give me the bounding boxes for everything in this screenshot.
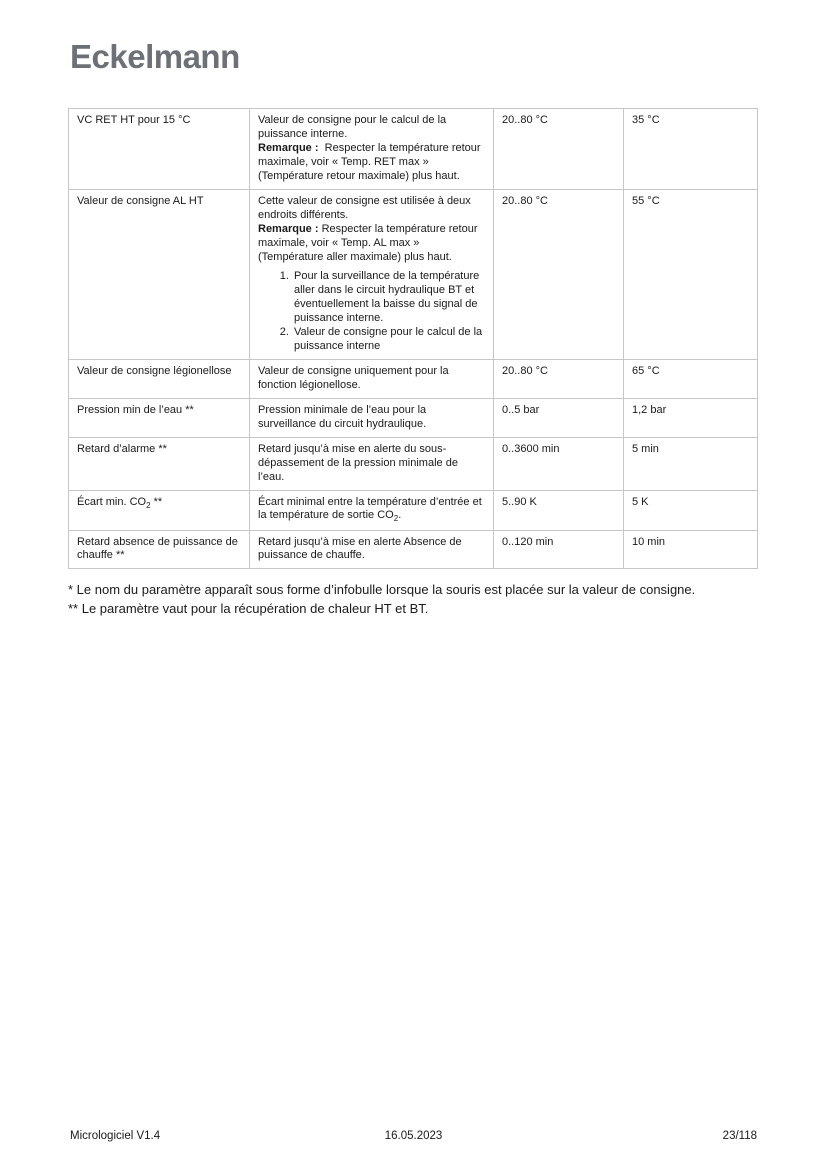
cell-description: Valeur de consigne uniquement pour la fonction légionellose. [250, 359, 494, 398]
eckelmann-logo: Eckelmann [70, 38, 240, 75]
table-row [69, 530, 758, 569]
cell-default: 5 K [624, 490, 758, 530]
list-item: 2. Valeur de consigne pour le calcul de la puissance interne [292, 326, 485, 354]
cell-description [250, 109, 494, 190]
remark-label: Remarque : [258, 141, 319, 154]
table-row [69, 490, 758, 530]
cell-description: Retard jusqu’à mise en alerte Absence de puissance de chauffe. [250, 530, 494, 569]
table-row [69, 190, 758, 360]
parameters-table [68, 108, 758, 569]
main-content [68, 108, 757, 618]
cell-parameter: VC RET HT pour 15 °C [69, 109, 250, 190]
parameter-suffix: ** [150, 495, 163, 508]
remark-text: Respecter la température retour maximale, voir « Temp. AL max » (Température aller maximale) plus haut. [258, 222, 478, 263]
list-item: 1. Pour la surveillance de la température aller dans le circuit hydraulique BT et éventuellement la baisse du signal de puissance interne. [292, 270, 485, 326]
cell-default: 5 min [624, 437, 758, 490]
cell-description: Retard jusqu’à mise en alerte du sous-dépassement de la pression minimale de l’eau. [250, 437, 494, 490]
table-row [69, 437, 758, 490]
subscript: 2 [393, 514, 399, 524]
cell-default: 65 °C [624, 359, 758, 398]
remark-label: Remarque : [258, 222, 319, 235]
table-row [69, 359, 758, 398]
cell-range: 20..80 °C [494, 359, 624, 398]
description-suffix: . [398, 509, 402, 522]
parameter-text: Écart min. CO [77, 495, 147, 508]
cell-range: 0..3600 min [494, 437, 624, 490]
page-footer [70, 1130, 757, 1142]
table-row [69, 398, 758, 437]
description-text: Écart minimal entre la température d’entrée et la température de sortie CO [258, 495, 482, 522]
description-list [258, 270, 485, 354]
footnote-double-asterisk: ** Le paramètre vaut pour la récupération de chaleur HT et BT. [68, 600, 429, 616]
cell-range: 20..80 °C [494, 109, 624, 190]
footer-date: 16.05.2023 [384, 1130, 443, 1142]
cell-parameter: Retard d’alarme ** [69, 437, 250, 490]
subscript: 2 [146, 500, 151, 510]
cell-default: 10 min [624, 530, 758, 569]
cell-description [250, 190, 494, 360]
cell-default: 1,2 bar [624, 398, 758, 437]
description-text: Valeur de consigne pour le calcul de la puissance interne. [258, 114, 447, 140]
cell-range: 5..90 K [494, 490, 624, 530]
footer-version: Micrologiciel V1.4 [70, 1130, 161, 1142]
description-text: Cette valeur de consigne est utilisée à deux endroits différents. [258, 195, 471, 221]
remark-text: Respecter la température retour maximale, voir « Temp. RET max » (Température retour maximale) plus haut. [258, 141, 481, 182]
cell-default: 35 °C [624, 109, 758, 190]
cell-description: Pression minimale de l’eau pour la surveillance du circuit hydraulique. [250, 398, 494, 437]
footer-page-number: 23/118 [722, 1130, 757, 1142]
cell-range: 0..120 min [494, 530, 624, 569]
footnote-single-asterisk: * Le nom du paramètre apparaît sous forme d’infobulle lorsque la souris est placée sur la valeur de consigne. [68, 582, 696, 598]
cell-parameter: Valeur de consigne AL HT [69, 190, 250, 360]
cell-parameter: Retard absence de puissance de chauffe ** [69, 530, 250, 569]
table-row [69, 109, 758, 190]
cell-description [250, 490, 494, 530]
footnotes [68, 581, 757, 618]
cell-range: 0..5 bar [494, 398, 624, 437]
cell-range: 20..80 °C [494, 190, 624, 360]
cell-parameter: Pression min de l’eau ** [69, 398, 250, 437]
cell-parameter [69, 490, 250, 530]
cell-default: 55 °C [624, 190, 758, 360]
cell-parameter: Valeur de consigne légionellose [69, 359, 250, 398]
